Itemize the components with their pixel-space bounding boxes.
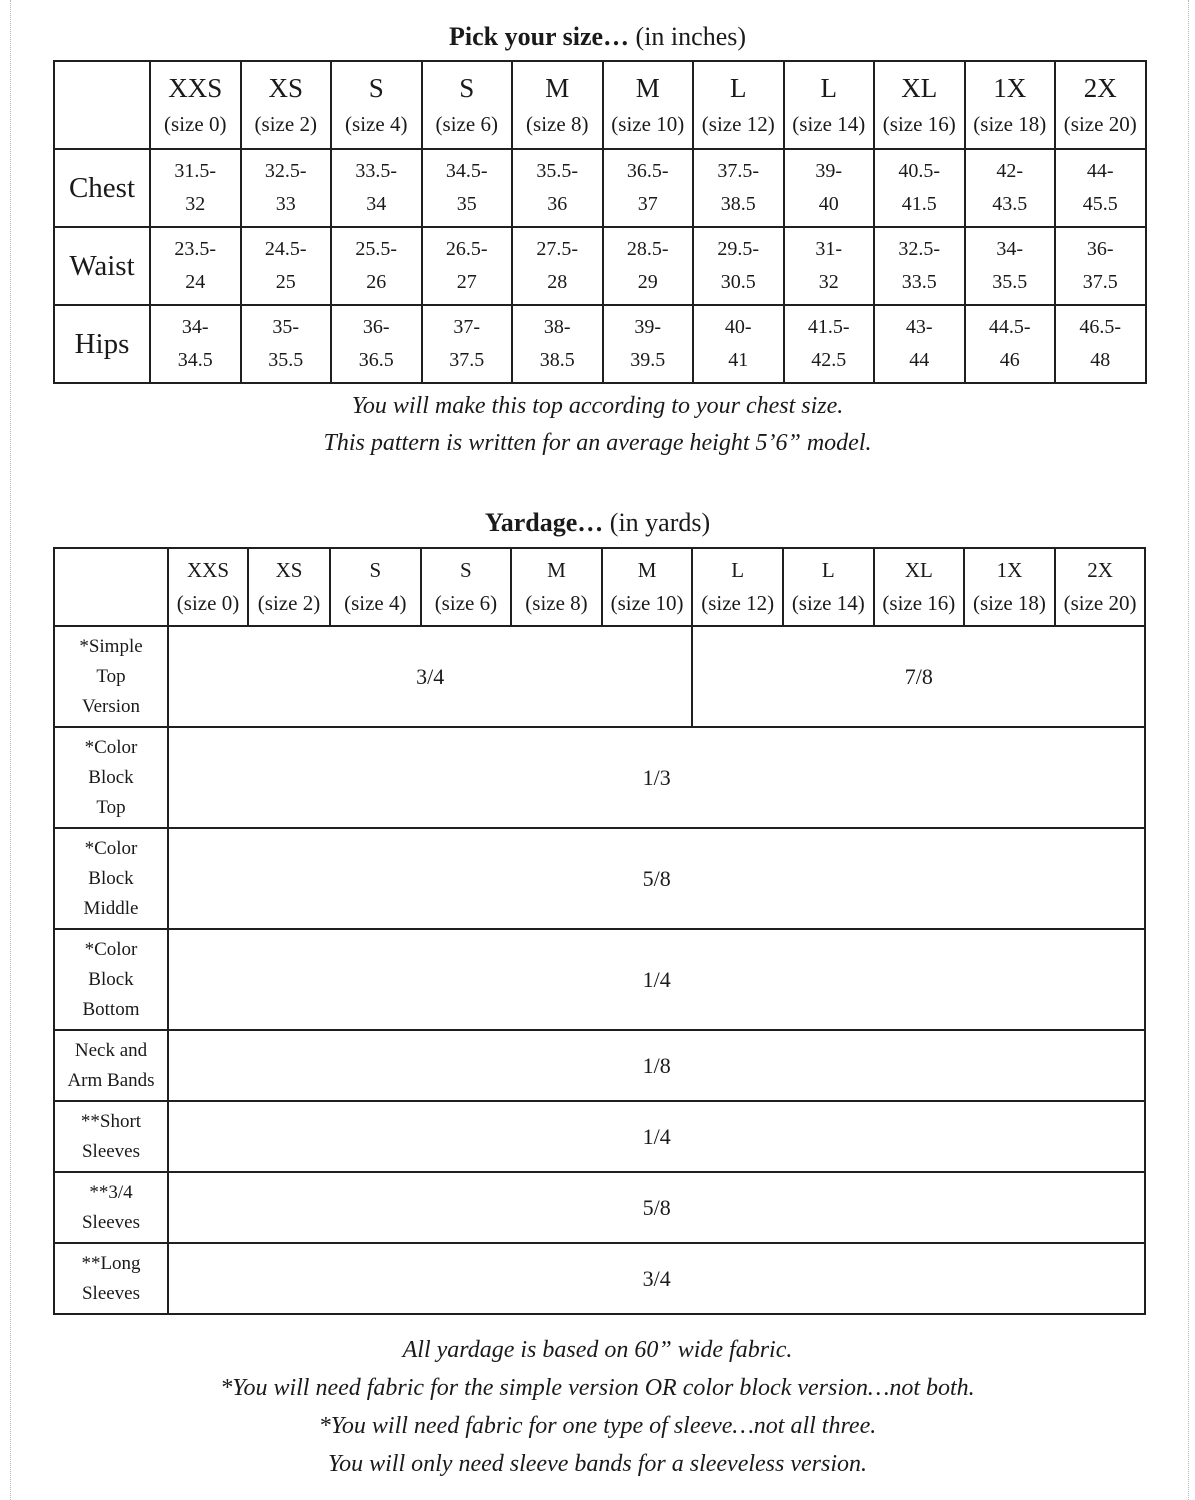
long-sleeves-row	[54, 1243, 1145, 1314]
hips-cell: 39- 39.5	[603, 305, 694, 383]
yardage-header-cell: L (size 12)	[692, 548, 783, 626]
color-block-top-label: *Color Block Top	[54, 727, 168, 828]
waist-cell: 27.5- 28	[512, 227, 603, 305]
chest-cell: 36.5- 37	[603, 149, 694, 227]
short-sleeves-row	[54, 1101, 1145, 1172]
hips-cell: 34- 34.5	[150, 305, 241, 383]
hips-cell: 38- 38.5	[512, 305, 603, 383]
waist-cell: 36- 37.5	[1055, 227, 1146, 305]
neck-arm-bands-label: Neck and Arm Bands	[54, 1030, 168, 1101]
simple-top-large-value: 7/8	[692, 626, 1145, 727]
yardage-header-cell: S (size 4)	[330, 548, 421, 626]
yardage-title	[0, 508, 1195, 538]
color-block-bottom-row	[54, 929, 1145, 1030]
neck-arm-bands-value: 1/8	[168, 1030, 1145, 1101]
chest-cell: 33.5- 34	[331, 149, 422, 227]
yardage-header-cell: S (size 6)	[421, 548, 512, 626]
waist-cell: 29.5- 30.5	[693, 227, 784, 305]
yardage-note-fabric-width: All yardage is based on 60” wide fabric.	[402, 1337, 793, 1363]
color-block-top-row	[54, 727, 1145, 828]
hips-cell: 41.5- 42.5	[784, 305, 875, 383]
yardage-header-cell: M (size 10)	[602, 548, 693, 626]
yardage-header-row	[54, 548, 1145, 626]
size-header-row	[54, 61, 1146, 149]
size-header-cell: XS (size 2)	[241, 61, 332, 149]
yardage-note-simple-or-color-block: *You will need fabric for the simple version OR color block version…not both.	[220, 1375, 975, 1401]
waist-cell: 26.5- 27	[422, 227, 513, 305]
long-sleeves-label: **Long Sleeves	[54, 1243, 168, 1314]
color-block-middle-label: *Color Block Middle	[54, 828, 168, 929]
chest-row-label: Chest	[54, 149, 150, 227]
yardage-header-corner	[54, 548, 168, 626]
chest-cell: 35.5- 36	[512, 149, 603, 227]
hips-cell: 43- 44	[874, 305, 965, 383]
yardage-note-one-sleeve: *You will need fabric for one type of sleeve…not all three.	[318, 1413, 877, 1439]
page-edge-right	[1188, 0, 1189, 1500]
yardage-note-sleeveless: You will only need sleeve bands for a sleeveless version.	[327, 1451, 867, 1477]
long-sleeves-value: 3/4	[168, 1243, 1145, 1314]
size-header-cell: M (size 8)	[512, 61, 603, 149]
yardage-header-cell: L (size 14)	[783, 548, 874, 626]
neck-arm-bands-row	[54, 1030, 1145, 1101]
size-header-cell: L (size 14)	[784, 61, 875, 149]
hips-cell: 37- 37.5	[422, 305, 513, 383]
hips-row	[54, 305, 1146, 383]
simple-top-small-value: 3/4	[168, 626, 692, 727]
size-header-cell: 2X (size 20)	[1055, 61, 1146, 149]
hips-cell: 46.5- 48	[1055, 305, 1146, 383]
color-block-middle-row	[54, 828, 1145, 929]
size-header-cell: M (size 10)	[603, 61, 694, 149]
waist-cell: 23.5- 24	[150, 227, 241, 305]
size-chart-title	[0, 22, 1195, 52]
size-header-cell: S (size 6)	[422, 61, 513, 149]
size-chart-table	[53, 60, 1147, 384]
chest-cell: 44- 45.5	[1055, 149, 1146, 227]
yardage-header-cell: XXS (size 0)	[168, 548, 248, 626]
size-header-corner	[54, 61, 150, 149]
size-header-cell: S (size 4)	[331, 61, 422, 149]
waist-row	[54, 227, 1146, 305]
chest-cell: 34.5- 35	[422, 149, 513, 227]
three-quarter-sleeves-row	[54, 1172, 1145, 1243]
size-header-cell: L (size 12)	[693, 61, 784, 149]
simple-top-row	[54, 626, 1145, 727]
chest-cell: 32.5- 33	[241, 149, 332, 227]
waist-cell: 31- 32	[784, 227, 875, 305]
hips-cell: 35- 35.5	[241, 305, 332, 383]
yardage-header-cell: XL (size 16)	[874, 548, 965, 626]
color-block-bottom-label: *Color Block Bottom	[54, 929, 168, 1030]
chest-row	[54, 149, 1146, 227]
yardage-table	[53, 547, 1146, 1315]
short-sleeves-value: 1/4	[168, 1101, 1145, 1172]
hips-cell: 36- 36.5	[331, 305, 422, 383]
short-sleeves-label: **Short Sleeves	[54, 1101, 168, 1172]
size-note-height: This pattern is written for an average height 5’6” model.	[323, 430, 872, 456]
size-chart-title-unit: (in inches)	[635, 22, 747, 51]
yardage-title-unit: (in yards)	[609, 508, 711, 537]
size-header-cell: 1X (size 18)	[965, 61, 1056, 149]
yardage-header-cell: 1X (size 18)	[964, 548, 1055, 626]
chest-cell: 40.5- 41.5	[874, 149, 965, 227]
waist-cell: 25.5- 26	[331, 227, 422, 305]
chest-cell: 42- 43.5	[965, 149, 1056, 227]
waist-cell: 34- 35.5	[965, 227, 1056, 305]
yardage-header-cell: M (size 8)	[511, 548, 602, 626]
size-header-cell: XL (size 16)	[874, 61, 965, 149]
color-block-bottom-value: 1/4	[168, 929, 1145, 1030]
chest-cell: 31.5- 32	[150, 149, 241, 227]
page-edge-left	[10, 0, 11, 1500]
color-block-top-value: 1/3	[168, 727, 1145, 828]
yardage-title-bold: Yardage…	[484, 508, 604, 537]
hips-cell: 40- 41	[693, 305, 784, 383]
chest-cell: 37.5- 38.5	[693, 149, 784, 227]
hips-row-label: Hips	[54, 305, 150, 383]
three-quarter-sleeves-value: 5/8	[168, 1172, 1145, 1243]
three-quarter-sleeves-label: **3/4 Sleeves	[54, 1172, 168, 1243]
chest-cell: 39- 40	[784, 149, 875, 227]
waist-cell: 24.5- 25	[241, 227, 332, 305]
waist-row-label: Waist	[54, 227, 150, 305]
yardage-header-cell: XS (size 2)	[248, 548, 330, 626]
size-header-cell: XXS (size 0)	[150, 61, 241, 149]
yardage-header-cell: 2X (size 20)	[1055, 548, 1146, 626]
waist-cell: 28.5- 29	[603, 227, 694, 305]
size-chart-title-bold: Pick your size…	[448, 22, 630, 51]
simple-top-label: *Simple Top Version	[54, 626, 168, 727]
color-block-middle-value: 5/8	[168, 828, 1145, 929]
hips-cell: 44.5- 46	[965, 305, 1056, 383]
waist-cell: 32.5- 33.5	[874, 227, 965, 305]
size-note-chest: You will make this top according to your chest size.	[351, 393, 844, 419]
